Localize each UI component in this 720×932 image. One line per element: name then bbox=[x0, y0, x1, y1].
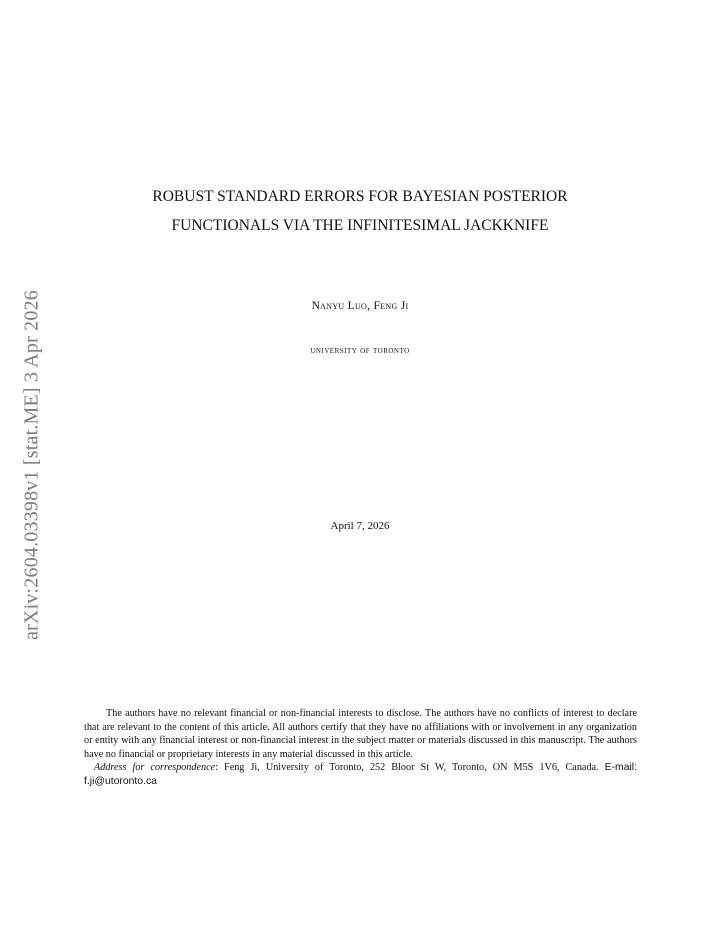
correspondence-address bbox=[84, 761, 637, 788]
author-affiliation: university of toronto bbox=[310, 346, 410, 356]
paper-title bbox=[0, 182, 720, 240]
conflict-of-interest-statement: The authors have no relevant financial or non-financial interests to disclose. The authors have no conflicts of interest to declare that are relevant to the content of this article. All authors certify that they have no affiliations with or involvement in any organization or entity with any financial interest or non-financial interest in the subject matter or materials discussed in this manuscript. The authors have no financial or proprietary interests in any material discussed in this article. bbox=[84, 708, 637, 760]
correspondence-text: : Feng Ji, University of Toronto, 252 Bloor St W, Toronto, ON M5S 1V6, Canada. bbox=[215, 762, 605, 774]
author-list: Nanyu Luo, Feng Ji bbox=[311, 300, 409, 312]
paper-title-line-2: FUNCTIONALS VIA THE INFINITESIMAL JACKKNIFE bbox=[171, 217, 549, 234]
paper-title-line-1: ROBUST STANDARD ERRORS FOR BAYESIAN POSTERIOR bbox=[152, 188, 568, 205]
disclosure-section bbox=[84, 707, 637, 789]
publication-date: April 7, 2026 bbox=[330, 520, 390, 532]
correspondence-email: E-mail: f.ji@utoronto.ca bbox=[84, 762, 637, 787]
arxiv-identifier-stamp: arXiv:2604.03398v1 [stat.ME] 3 Apr 2026 bbox=[20, 290, 43, 640]
correspondence-label: Address for correspondence bbox=[94, 762, 216, 774]
